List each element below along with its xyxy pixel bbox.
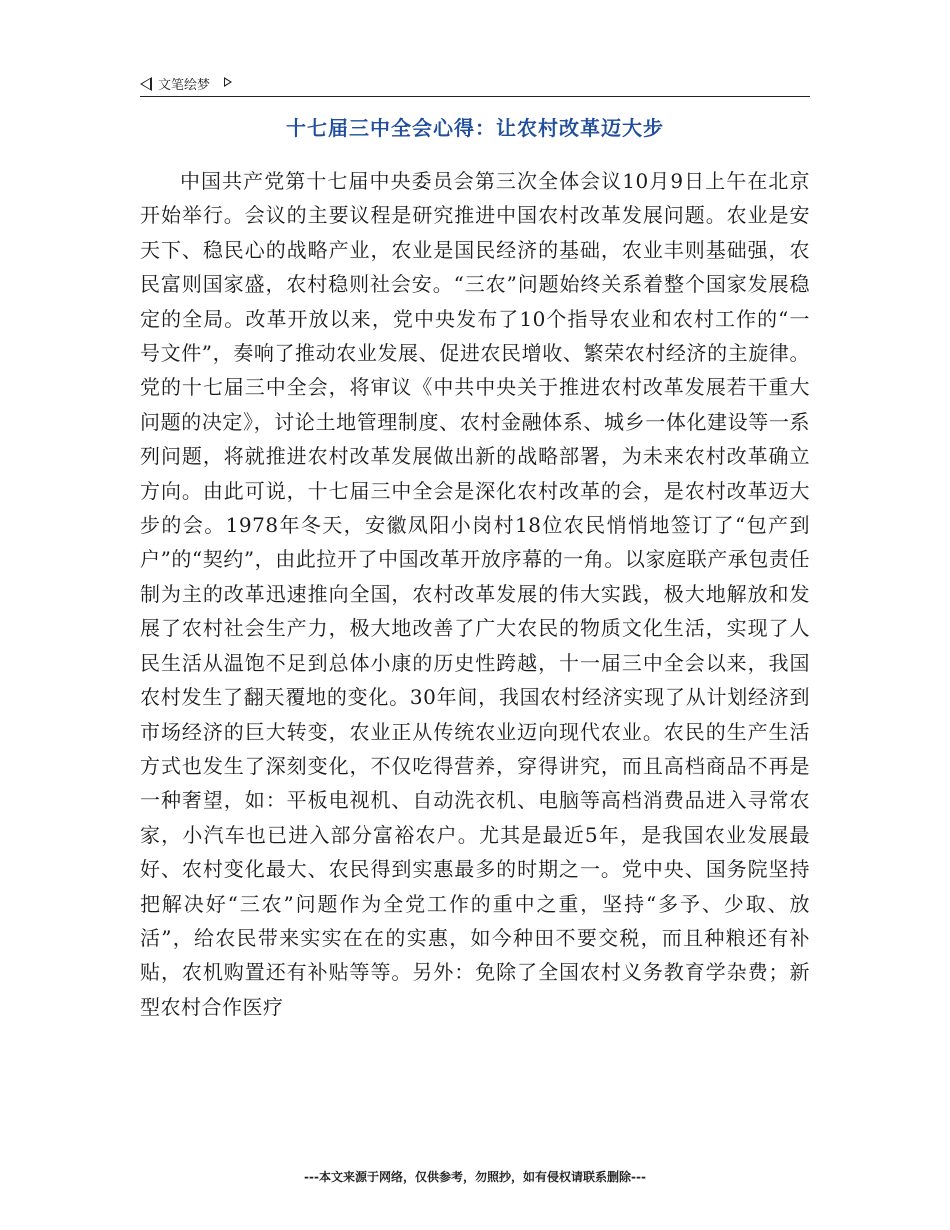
document-title: 十七届三中全会心得：让农村改革迈大步 [286, 116, 664, 140]
page-header [140, 72, 810, 97]
brand-name: 文笔绘梦 [158, 78, 211, 93]
document-body-paragraph: 中国共产党第十七届中央委员会第三次全体会议10月9日上午在北京开始举行。会议的主要议程是研究推进中国农村改革发展问题。农业是安天下、稳民心的战略产业，农业是国民经济的基础，农业丰则基础强，农民富则国家盛，农村稳则社会安。“三农”问题始终关系着整个国家发展稳定的全局。改革开放以来，党中央发布了10个指导农业和农村工作的“一号文件”，奏响了推动农业发展、促进农民增收、繁荣农村经济的主旋律。党的十七届三中全会，将审议《中共中央关于推进农村改革发展若干重大问题的决定》，讨论土地管理制度、农村金融体系、城乡一体化建设等一系列问题，将就推进农村改革发展做出新的战略部署，为未来农村改革确立方向。由此可说，十七届三中全会是深化农村改革的会，是农村改革迈大步的会。1978年冬天，安徽凤阳小岗村18位农民悄悄地签订了“包产到户”的“契约”，由此拉开了中国改革开放序幕的一角。以家庭联产承包责任制为主的改革迅速推向全国，农村改革发展的伟大实践，极大地解放和发展了农村社会生产力，极大地改善了广大农民的物质文化生活，实现了人民生活从温饱不足到总体小康的历史性跨越，十一届三中全会以来，我国农村发生了翻天覆地的变化。30年间，我国农村经济实现了从计划经济到市场经济的巨大转变，农业正从传统农业迈向现代农业。农民的生产生活方式也发生了深刻变化，不仅吃得营养，穿得讲究，而且高档商品不再是一种奢望，如：平板电视机、自动洗衣机、电脑等高档消费品进入寻常农家，小汽车也已进入部分富裕农户。尤其是最近5年，是我国农业发展最好、农村变化最大、农民得到实惠最多的时期之一。党中央、国务院坚持把解决好“三农”问题作为全党工作的重中之重，坚持“多予、少取、放活”，给农民带来实实在在的实惠，如今种田不要交税，而且种粮还有补贴，农机购置还有补贴等等。另外：免除了全国农村义务教育学杂费；新型农村合作医疗 [140, 169, 810, 1019]
triangle-left-icon [140, 77, 152, 91]
triangle-right-icon [224, 77, 232, 87]
header-brand [140, 74, 232, 93]
footer-notice: ---本文来源于网络，仅供参考，勿照抄，如有侵权请联系删除--- [304, 1170, 646, 1184]
